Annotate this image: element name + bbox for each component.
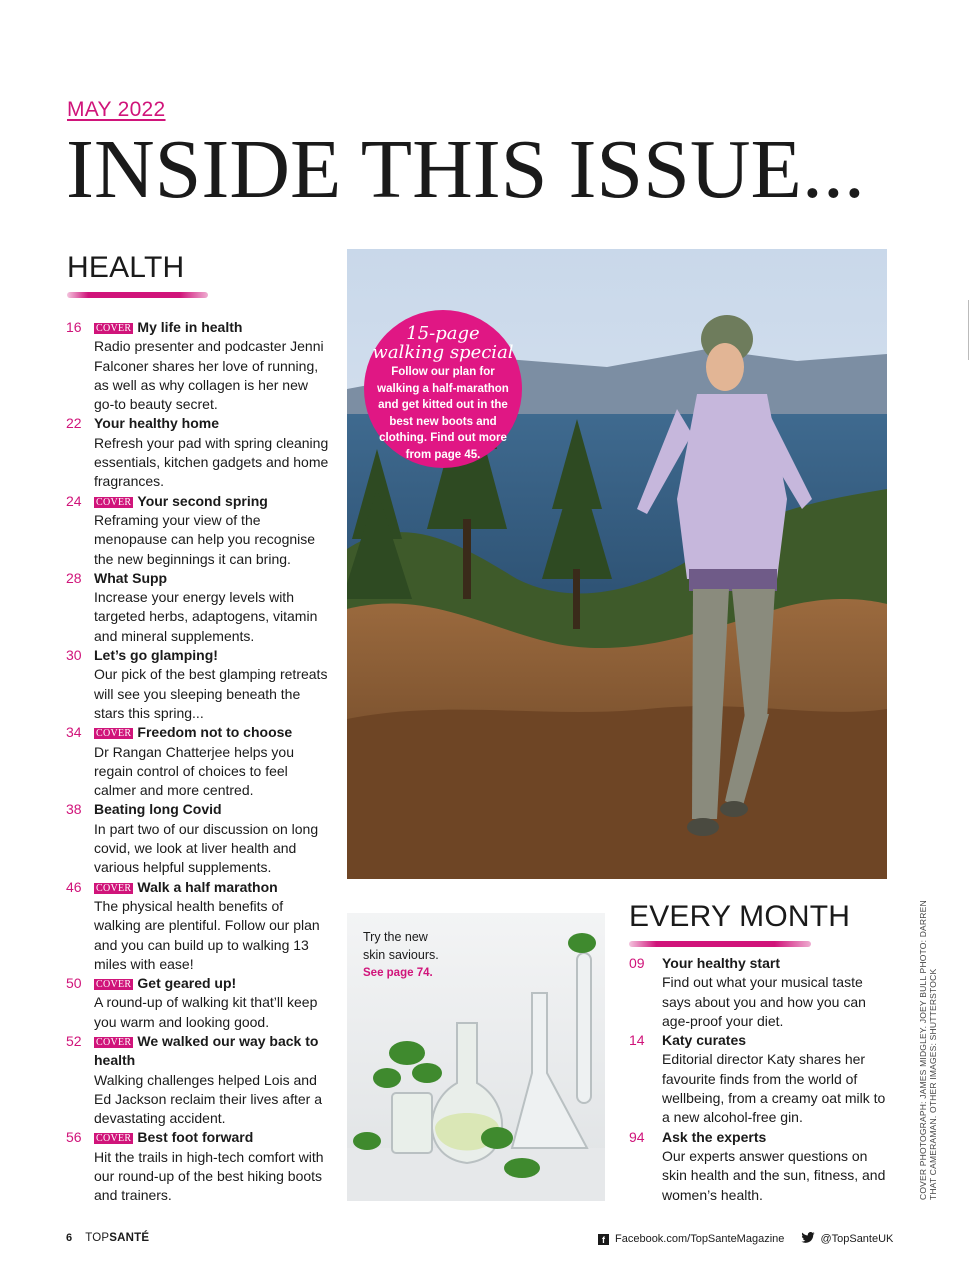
photo-credit-text: COVER PHOTOGRAPH: JAMES MIDGLEY. JOEY BULL PHOTO: DARREN THAT CAMERAMAN. OTHER IMAGES: SHUTTERSTOCK <box>918 900 938 1200</box>
item-title: Your second spring <box>137 492 268 509</box>
health-item[interactable] <box>66 318 332 414</box>
item-description: A round-up of walking kit that’ll keep you warm and looking good. <box>94 994 318 1030</box>
item-description: Dr Rangan Chatterjee helps you regain control of choices to feel calmer and more centred. <box>94 743 295 799</box>
item-title: Let’s go glamping! <box>94 647 218 664</box>
item-heading <box>94 800 332 819</box>
cover-badge: COVER <box>96 979 132 991</box>
page-number: 28 <box>66 569 82 586</box>
badge-title-line2: walking special <box>372 342 514 363</box>
badge-text: Follow our plan for walking a half-marathon and get kitted out in the best new boots and clothing. Find out more from page 45. <box>377 366 509 461</box>
page-number: 22 <box>66 415 82 432</box>
item-title: Walk a half marathon <box>137 878 278 895</box>
page-number: 6 <box>66 1232 73 1244</box>
walking-special-badge <box>364 310 522 468</box>
page-number: 24 <box>66 492 82 509</box>
item-description: Find out what your musical taste says about you and how you can age-proof your diet. <box>662 974 866 1029</box>
skincare-caption <box>363 928 439 982</box>
health-item[interactable] <box>66 723 332 800</box>
page-edge-mark <box>968 300 969 360</box>
page-number: 09 <box>629 955 645 971</box>
page-number: 16 <box>66 319 82 335</box>
item-heading <box>94 569 332 588</box>
page-number: 30 <box>66 647 82 664</box>
page-title: INSIDE THIS ISSUE... <box>66 123 865 216</box>
page-number: 56 <box>66 1129 82 1146</box>
caption-line2: skin saviours. <box>363 948 439 962</box>
item-title: Beating long Covid <box>94 801 222 818</box>
cover-badge: COVER <box>96 728 132 740</box>
photo-credit <box>918 900 938 1200</box>
cover-badge: COVER <box>96 882 132 894</box>
health-item[interactable] <box>66 1032 332 1128</box>
item-title: Katy curates <box>662 1032 747 1049</box>
twitter-icon <box>801 1232 815 1246</box>
health-item[interactable] <box>66 974 332 1032</box>
item-title: Your healthy start <box>662 955 780 971</box>
footer-left <box>66 1232 149 1244</box>
item-title: Best foot forward <box>137 1129 254 1146</box>
health-contents-list <box>66 318 332 1206</box>
badge-title-line1: 15-page <box>406 323 480 344</box>
health-item[interactable] <box>66 800 332 877</box>
item-title: What Supp <box>94 569 168 586</box>
item-heading <box>94 1032 332 1071</box>
item-title: We walked our way back to health <box>94 1032 319 1069</box>
item-title: My life in health <box>137 319 243 335</box>
page-number: 50 <box>66 975 82 992</box>
cover-badge: COVER <box>96 323 132 334</box>
page-number: 14 <box>629 1032 645 1049</box>
health-item[interactable] <box>66 1128 332 1205</box>
page-number: 34 <box>66 724 82 741</box>
page-number: 52 <box>66 1032 82 1049</box>
item-description: Our pick of the best glamping retreats will see you sleeping beneath the stars this spring... <box>94 666 328 721</box>
item-heading <box>94 646 332 665</box>
item-description: In part two of our discussion on long covid, we look at liver health and various helpful supplements. <box>94 820 319 876</box>
item-heading <box>94 974 332 993</box>
item-description: The physical health benefits of walking are plentiful. Follow our plan and you can build up to walking 13 miles with ease! <box>94 897 320 972</box>
every-month-item[interactable] <box>629 1031 889 1127</box>
cover-badge: COVER <box>96 1036 132 1048</box>
health-section-title: HEALTH <box>67 251 185 284</box>
every-month-section-title: EVERY MONTH <box>629 900 851 933</box>
item-description: Walking challenges helped Lois and Ed Jackson reclaim their lives after a devastating accident. <box>94 1071 322 1127</box>
item-heading <box>94 318 332 337</box>
caption-page-link[interactable]: See page 74. <box>363 967 433 979</box>
item-title: Get geared up! <box>137 975 237 992</box>
twitter-handle[interactable]: @TopSanteUK <box>820 1233 894 1245</box>
item-description: Increase your energy levels with targeted herbs, adaptogens, vitamin and mineral supplements. <box>94 589 318 644</box>
health-underline <box>67 292 208 298</box>
item-heading <box>94 414 332 433</box>
health-item[interactable] <box>66 492 332 569</box>
caption-line1: Try the new <box>363 930 428 944</box>
issue-date: MAY 2022 <box>67 98 166 121</box>
item-description: Refresh your pad with spring cleaning essentials, kitchen gadgets and home fragrances. <box>94 434 329 490</box>
cover-badge: COVER <box>96 496 132 508</box>
facebook-icon: f <box>598 1234 609 1245</box>
health-item[interactable] <box>66 414 332 491</box>
item-description: Hit the trails in high-tech comfort with our round-up of the best hiking boots and trainers. <box>94 1148 324 1204</box>
item-heading <box>94 878 332 897</box>
every-month-contents-list <box>629 954 889 1205</box>
brand-logo <box>85 1232 149 1244</box>
page-number: 38 <box>66 801 82 818</box>
item-description: Reframing your view of the menopause can help you recognise the new beginnings it can bring. <box>94 511 316 567</box>
page-number: 94 <box>629 1128 645 1145</box>
health-item[interactable] <box>66 646 332 723</box>
item-heading <box>94 1128 332 1147</box>
every-month-item[interactable] <box>629 1128 889 1205</box>
item-description: Radio presenter and podcaster Jenni Falconer shares her love of running, as well as why collagen is her new go-to beauty secret. <box>94 338 324 413</box>
footer-social <box>598 1232 893 1246</box>
page-number: 46 <box>66 878 82 895</box>
brand-light: TOP <box>85 1232 110 1244</box>
item-title: Your healthy home <box>94 415 219 432</box>
item-description: Editorial director Katy shares her favourite finds from the world of wellbeing, from a creamy oat milk to a new alcohol-free gin. <box>662 1051 886 1126</box>
every-month-underline <box>629 941 811 947</box>
cover-badge: COVER <box>96 1133 132 1145</box>
facebook-link[interactable]: Facebook.com/TopSanteMagazine <box>615 1233 785 1245</box>
item-title: Ask the experts <box>662 1128 767 1145</box>
health-item[interactable] <box>66 878 332 974</box>
item-title: Freedom not to choose <box>137 724 293 741</box>
item-heading <box>94 492 332 511</box>
item-description: Our experts answer questions on skin health and the sun, fitness, and women’s health. <box>662 1147 886 1203</box>
item-heading <box>94 723 332 742</box>
every-month-item[interactable] <box>629 954 889 1031</box>
health-item[interactable] <box>66 569 332 646</box>
brand-bold: SANTÉ <box>109 1232 150 1244</box>
